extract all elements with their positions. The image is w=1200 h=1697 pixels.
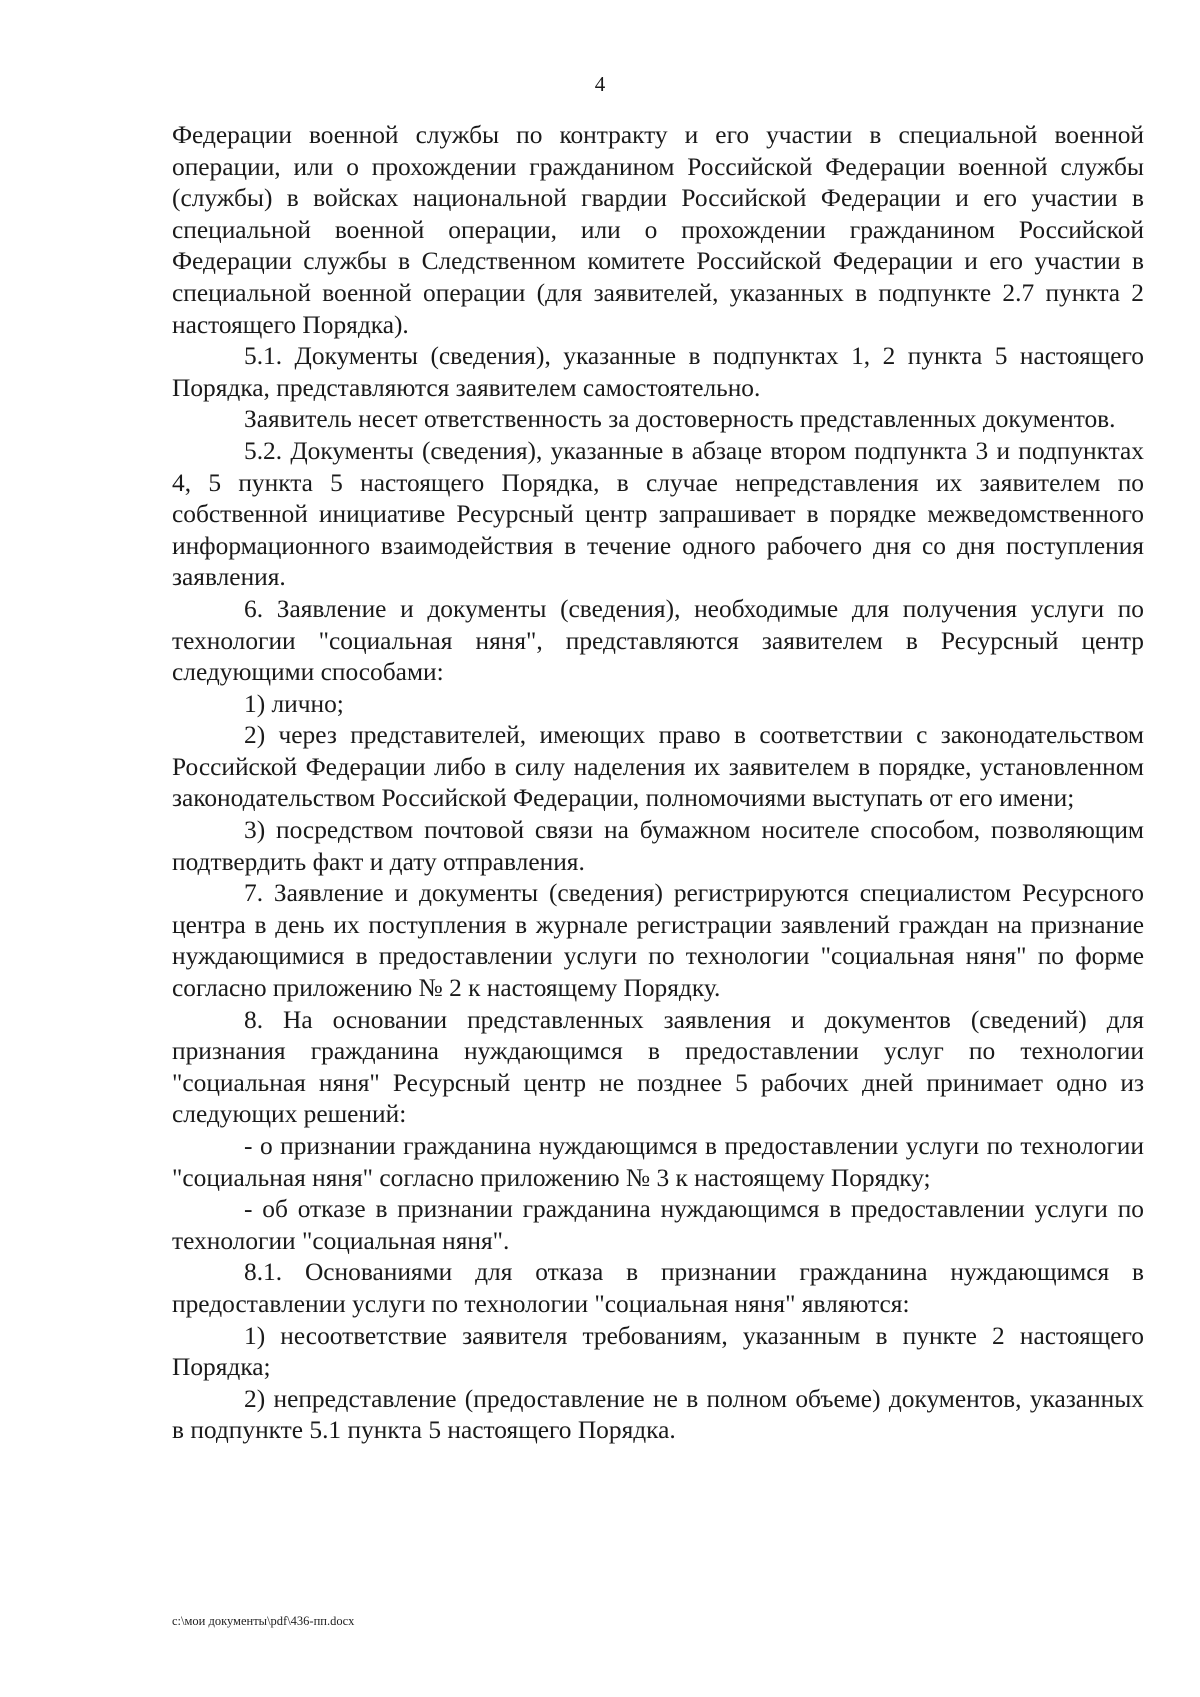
paragraph-6-item-1: 1) лично;: [244, 689, 344, 718]
page-number: 4: [594, 72, 606, 96]
paragraph-8-1-item-1: 1) несоответствие заявителя требованиям, указанным в пункте 2 настоящего Порядка;: [172, 1321, 1144, 1382]
paragraph-6-item-3: 3) посредством почтовой связи на бумажном носителе способом, позволяющим подтвердить факт и дату отправления.: [172, 816, 1144, 876]
paragraph-continuation: Федерации военной службы по контракту и его участии в специальной военной операции, или о прохождении гражданином Российской Федерации военной службы (службы) в войсках национальной гвардии Российской Федерации и его участии в специальной военной операции, или о прохождении гражданином Российской Федерации службы в Следственном комитете Российской Федерации и его участии в специальной военной операции (для заявителей, указанных в подпункте 2.7 пункта 2 настоящего Порядка).: [172, 121, 1144, 339]
paragraph-5-2: 5.2. Документы (сведения), указанные в абзаце втором подпункта 3 и подпунктах 4, 5 пункта 5 настоящего Порядка, в случае непредставления их заявителем по собственной инициативе Ресурсный центр запрашивает в порядке межведомственного информационного взаимодействия в течение одного рабочего дня со дня поступления заявления.: [172, 436, 1144, 592]
paragraph-6: 6. Заявление и документы (сведения), необходимые для получения услуги по технологии "социальная няня", представляются заявителем в Ресурсный центр следующими способами:: [172, 594, 1144, 687]
paragraph-8-decision-refuse: - об отказе в признании гражданина нуждающимся в предоставлении услуги по технологии "социальная няня".: [172, 1195, 1144, 1255]
file-path-footer: c:\мои документы\pdf\436-пп.docx: [172, 1614, 355, 1628]
paragraph-8-decision-recognize: - о признании гражданина нуждающимся в предоставлении услуги по технологии "социальная няня" согласно приложению № 3 к настоящему Порядку;: [172, 1132, 1144, 1192]
paragraph-8-1: 8.1. Основаниями для отказа в признании гражданина нуждающимся в предоставлении услуги по технологии "социальная няня" являются:: [172, 1258, 1144, 1318]
paragraph-6-item-2: 2) через представителей, имеющих право в соответствии с законодательством Российской Федерации либо в силу наделения их заявителем в порядке, установленном законодательством Российской Федерации, полномочиями выступать от его имени;: [172, 721, 1144, 813]
paragraph-5-1: 5.1. Документы (сведения), указанные в подпунктах 1, 2 пункта 5 настоящего Порядка, представляются заявителем самостоятельно.: [172, 342, 1144, 402]
paragraph-responsibility: Заявитель несет ответственность за достоверность представленных документов.: [244, 405, 1116, 434]
paragraph-8: 8. На основании представленных заявления и документов (сведений) для признания гражданина нуждающимся в предоставлении услуг по технологии "социальная няня" Ресурсный центр не позднее 5 рабочих дней принимает одно из следующих решений:: [172, 1005, 1144, 1129]
paragraph-7: 7. Заявление и документы (сведения) регистрируются специалистом Ресурсного центра в день их поступления в журнале регистрации заявлений граждан на признание нуждающимися в предоставлении услуги по технологии "социальная няня" по форме согласно приложению № 2 к настоящему Порядку.: [172, 879, 1144, 1003]
document-body: [172, 120, 1144, 1447]
paragraph-8-1-item-2: 2) непредставление (предоставление не в полном объеме) документов, указанных в подпункте 5.1 пункта 5 настоящего Порядка.: [172, 1384, 1144, 1445]
